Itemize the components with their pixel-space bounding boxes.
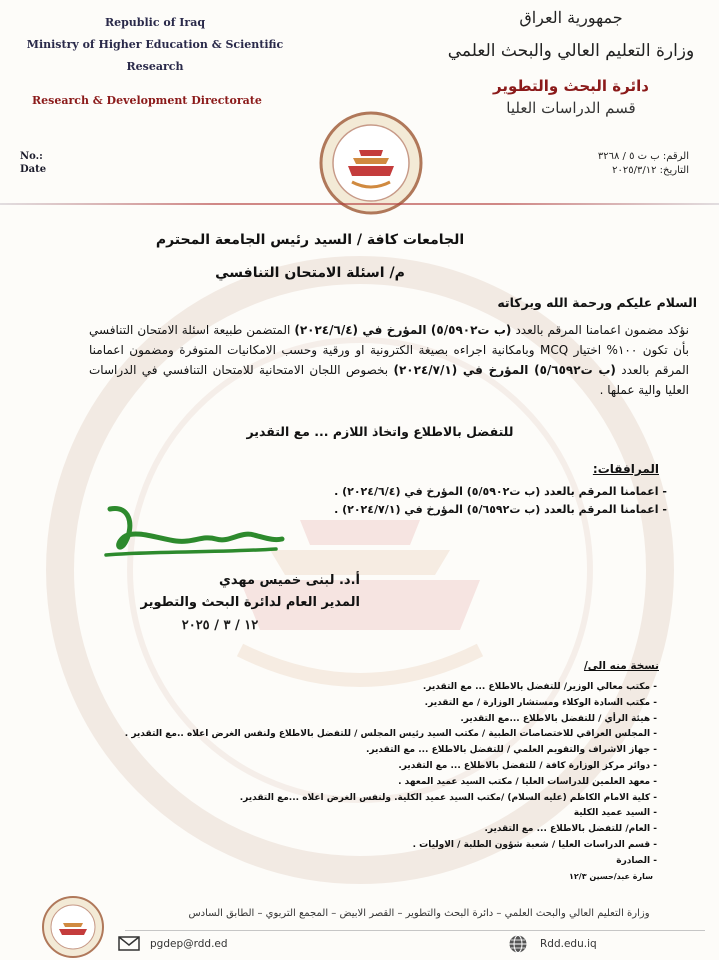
ministry-name-cont: Research (126, 60, 184, 73)
no-label: No.: (20, 151, 43, 162)
list-item: - مكتب معالي الوزير/ للتفضل بالاطلاع ... مع التقدير. (57, 680, 657, 696)
list-item: - الصادرة (57, 854, 657, 870)
list-item: - معهد العلمين للدراسات العليا / مكتب السيد عميد المعهد . (57, 775, 657, 791)
closing-line: للتفضل بالاطلاع واتخاذ اللازم ... مع التقدير (246, 424, 514, 439)
list-item: - جهاز الاشراف والتقويم العلمي / للتفضل بالاطلاع ... مع التقدير. (57, 743, 657, 759)
ministry-seal-icon (318, 110, 424, 216)
list-item: - مكتب السادة الوكلاء ومستشار الوزارة / مع التقدير. (57, 696, 657, 712)
body-part-3: بخصوص اللجان الامتحانية للامتحان التنافسي في الدراسات العليا والية عملها . (89, 363, 689, 397)
country-name: Republic of Iraq (104, 16, 206, 29)
header-divider (0, 203, 719, 205)
directorate-name-ar: دائرة البحث والتطوير (493, 77, 649, 95)
list-item: - السيد عميد الكلية (57, 806, 657, 822)
attachments-title: المرافقات: (592, 462, 659, 476)
list-item: - كلية الامام الكاظم (عليه السلام) /مكتب السيد عميد الكلية. ولنفس الغرض اعلاه ...مع التقدير. (57, 791, 657, 807)
list-item: - اعمامنا المرقم بالعدد (ب ت٥/٦٥٩٢) المؤرخ في (٢٠٢٤/٧/١) . (267, 501, 667, 519)
footer-email: pgdep@rdd.ed (150, 938, 228, 950)
ministry-name-ar: وزارة التعليم العالي والبحث العلمي (447, 41, 695, 61)
signer-name: أ.د. لبنى خميس مهدي (218, 573, 360, 588)
footer-website: Rdd.edu.iq (540, 938, 597, 950)
list-item: - اعمامنا المرقم بالعدد (ب ت٥/٥٩٠٢) المؤرخ في (٢٠٢٤/٦/٤) . (267, 483, 667, 501)
body-reference-1: (ب ت٥/٥٩٠٢) المؤرخ في (٢٠٢٤/٦/٤) (294, 323, 512, 337)
reference-number: الرقم: ب ت ٥ / ٣٢٦٨ (597, 151, 689, 162)
header-arabic (441, 8, 701, 117)
list-item: - المجلس العراقي للاختصاصات الطبية / مكتب السيد رئيس المجلس / للتفضل بالاطلاع ولنفس الغرض اعلاه ..مع التقدير . (57, 727, 657, 743)
footer-divider (125, 930, 705, 931)
globe-icon (508, 934, 528, 954)
reference-date: التاريخ: ٢٠٢٥/٣/١٢ (612, 165, 689, 176)
body-reference-2: (ب ت٥/٦٥٩٢) المؤرخ في (٢٠٢٤/٧/١) (393, 363, 616, 377)
list-item: - دوائر مركز الوزارة كافة / للتفضل بالاطلاع ... مع التقدير. (57, 759, 657, 775)
addressee: الجامعات كافة / السيد رئيس الجامعة المحترم (155, 232, 465, 248)
body-part-1: نؤكد مضمون اعمامنا المرقم بالعدد (515, 323, 689, 337)
cc-list (57, 680, 657, 870)
list-item: - العام/ للتفضل بالاطلاع ... مع التقدير. (57, 822, 657, 838)
list-item: - قسم الدراسات العليا / شعبة شؤون الطلبة / الاوليات . (57, 838, 657, 854)
date-label: Date (20, 164, 47, 175)
footer-seal-icon (40, 894, 106, 960)
greeting: السلام عليكم ورحمة الله وبركاته (497, 295, 697, 310)
department-name-ar: قسم الدراسات العليا (506, 99, 636, 117)
letter-body (89, 320, 689, 400)
mail-icon (118, 936, 140, 951)
country-name-ar: جمهورية العراق (519, 8, 623, 27)
body-part-2: المتضمن طبيعة اسئلة الامتحان التنافسي بأن تكون ١٠٠% اختيار MCQ وبامكانية اجراءه بصيغة الكترونية او ورقية وحسب الامكانيات المتوفرة ومضمون اعمامنا المرقم بالعدد (89, 323, 689, 377)
handwritten-signature (90, 495, 290, 575)
signature-date: ١٢ / ٣ / ٢٠٢٥ (181, 618, 259, 633)
cc-title: نسخة منه الى/ (583, 660, 659, 672)
list-item: - هيئة الرأي / للتفضل بالاطلاع ...مع التقدير. (57, 712, 657, 728)
header-english (20, 14, 290, 107)
reference-block (598, 150, 689, 178)
directorate-name: Research & Development Directorate (32, 94, 262, 107)
sender-note: سارة عبد/حسين ١٢/٣ (569, 872, 653, 881)
attachments-list (267, 483, 667, 519)
signer-block (90, 570, 360, 614)
no-date-labels (20, 150, 46, 176)
ministry-name: Ministry of Higher Education & Scientific (26, 38, 284, 51)
subject-line: م/ اسئلة الامتحان التنافسي (215, 265, 405, 281)
signer-position: المدير العام لدائرة البحث والتطوير (140, 595, 360, 610)
footer-address: وزارة التعليم العالي والبحث العلمي – دائرة البحث والتطوير – القصر الابيض – المجمع التربوي – الطابق السادس (188, 908, 650, 919)
